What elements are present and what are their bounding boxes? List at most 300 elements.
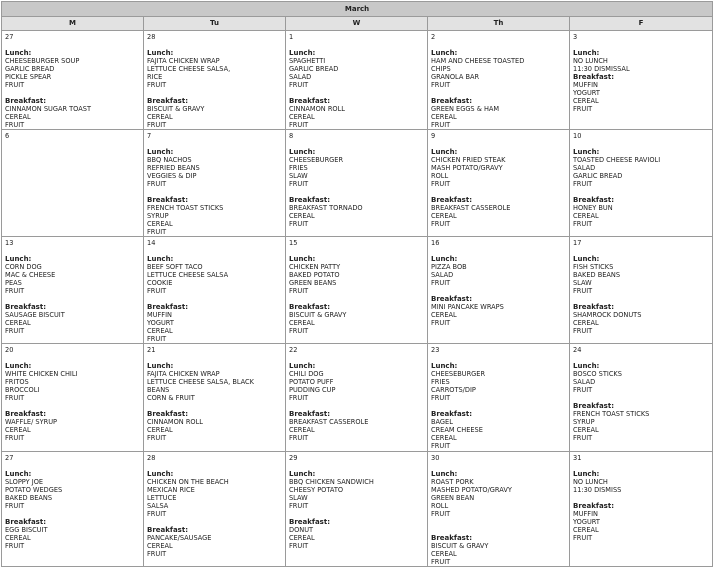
day-header-wednesday: W <box>286 17 428 31</box>
lunch-item: FRUIT <box>573 287 593 295</box>
breakfast-item: CEREAL <box>289 426 315 434</box>
breakfast-item: CEREAL <box>573 319 599 327</box>
breakfast-item: CEREAL <box>289 113 315 121</box>
lunch-item: BAKED BEANS <box>5 494 53 502</box>
breakfast-item: FRUIT <box>573 534 593 542</box>
breakfast-item: CEREAL <box>289 534 315 542</box>
lunch-item: MEXICAN RICE <box>147 486 195 494</box>
lunch-item: REFRIED BEANS <box>147 164 200 172</box>
section-spacer <box>147 518 282 526</box>
breakfast-item: FRUIT <box>289 121 309 129</box>
section-spacer <box>431 287 566 295</box>
lunch-item: FAJITA CHICKEN WRAP <box>147 57 220 65</box>
lunch-item: SALSA <box>147 502 169 510</box>
day-number: 28 <box>147 33 156 41</box>
lunch-item: CORN & FRUIT <box>147 394 195 402</box>
lunch-item: GREEN BEANS <box>289 279 337 287</box>
day-number: 3 <box>573 33 578 41</box>
breakfast-item: FRUIT <box>147 335 167 343</box>
section-spacer <box>431 518 566 526</box>
breakfast-item: BISCUIT & GRAVY <box>431 542 489 550</box>
day-cell <box>286 31 428 130</box>
lunch-item: FRUIT <box>573 386 593 394</box>
lunch-item: FRUIT <box>5 394 25 402</box>
day-cell <box>570 452 713 567</box>
lunch-label: Lunch: <box>147 362 174 370</box>
day-cell <box>428 130 570 237</box>
breakfast-item: CEREAL <box>147 327 173 335</box>
day-cell <box>2 130 144 237</box>
lunch-item: GARLIC BREAD <box>289 65 339 73</box>
breakfast-item: MINI PANCAKE WRAPS <box>431 303 504 311</box>
lunch-item: POTATO PUFF <box>289 378 334 386</box>
breakfast-label: Breakfast: <box>5 410 46 418</box>
day-number: 27 <box>5 454 14 462</box>
breakfast-item: DONUT <box>289 526 314 534</box>
lunch-item: CHEESY POTATO <box>289 486 344 494</box>
day-cell <box>570 344 713 452</box>
breakfast-item: FRUIT <box>289 220 309 228</box>
menu-calendar <box>1 1 713 567</box>
day-number: 30 <box>431 454 440 462</box>
section-spacer <box>431 526 566 534</box>
lunch-item: SALAD <box>573 378 596 386</box>
lunch-item: HAM AND CHEESE TOASTED <box>431 57 525 65</box>
breakfast-item: CEREAL <box>5 534 31 542</box>
breakfast-item: HONEY BUN <box>573 204 613 212</box>
breakfast-label: Breakfast: <box>289 97 330 105</box>
lunch-item: 11:30 DISMISSAL <box>573 65 630 73</box>
lunch-item: PIZZA BOB <box>431 263 467 271</box>
breakfast-item: BISCUIT & GRAVY <box>147 105 205 113</box>
breakfast-item: SHAMROCK DONUTS <box>573 311 642 319</box>
section-spacer <box>573 394 709 402</box>
breakfast-item: FRUIT <box>431 220 451 228</box>
breakfast-item: CEREAL <box>5 113 31 121</box>
lunch-item: FRUIT <box>289 287 309 295</box>
lunch-item: 11:30 DISMISS <box>573 486 622 494</box>
lunch-label: Lunch: <box>573 362 600 370</box>
lunch-item: CHICKEN ON THE BEACH <box>147 478 229 486</box>
breakfast-label: Breakfast: <box>5 303 46 311</box>
lunch-item: MAC & CHEESE <box>5 271 56 279</box>
breakfast-item: CEREAL <box>5 319 31 327</box>
breakfast-label: Breakfast: <box>147 526 188 534</box>
breakfast-label: Breakfast: <box>289 303 330 311</box>
breakfast-label: Breakfast: <box>431 295 472 303</box>
section-spacer <box>431 89 566 97</box>
breakfast-item: YOGURT <box>147 319 174 327</box>
breakfast-item: CEREAL <box>573 97 599 105</box>
breakfast-item: WAFFLE/ SYRUP <box>5 418 58 426</box>
lunch-label: Lunch: <box>289 148 316 156</box>
breakfast-item: FRUIT <box>573 327 593 335</box>
breakfast-item: YOGURT <box>573 89 600 97</box>
section-spacer <box>289 295 424 303</box>
breakfast-item: CEREAL <box>147 220 173 228</box>
lunch-label: Lunch: <box>289 470 316 478</box>
week-row <box>2 344 713 452</box>
lunch-label: Lunch: <box>431 148 458 156</box>
breakfast-label: Breakfast: <box>147 303 188 311</box>
lunch-item: NO LUNCH <box>573 57 608 65</box>
breakfast-item: FRUIT <box>573 105 593 113</box>
lunch-item: PUDDING CUP <box>289 386 336 394</box>
day-number: 16 <box>431 239 440 247</box>
section-spacer <box>147 188 282 196</box>
lunch-item: BAKED BEANS <box>573 271 621 279</box>
lunch-item: FRUIT <box>431 394 451 402</box>
lunch-label: Lunch: <box>147 255 174 263</box>
lunch-label: Lunch: <box>289 49 316 57</box>
section-spacer <box>289 188 424 196</box>
lunch-label: Lunch: <box>431 362 458 370</box>
day-number: 22 <box>289 346 298 354</box>
lunch-item: SALAD <box>289 73 312 81</box>
breakfast-item: CINNAMON ROLL <box>289 105 345 113</box>
week-row <box>2 452 713 567</box>
breakfast-item: CINNAMON ROLL <box>147 418 203 426</box>
lunch-item: SLAW <box>289 172 308 180</box>
lunch-item: RICE <box>147 73 163 81</box>
lunch-item: BOSCO STICKS <box>573 370 622 378</box>
day-number: 23 <box>431 346 440 354</box>
breakfast-item: FRUIT <box>5 327 25 335</box>
breakfast-label: Breakfast: <box>147 97 188 105</box>
lunch-item: FRUIT <box>573 180 593 188</box>
breakfast-item: CEREAL <box>431 113 457 121</box>
lunch-item: COOKIE <box>147 279 173 287</box>
day-cell <box>144 237 286 344</box>
lunch-label: Lunch: <box>573 148 600 156</box>
breakfast-label: Breakfast: <box>573 196 614 204</box>
lunch-item: SPAGHETTI <box>289 57 326 65</box>
section-spacer <box>573 295 709 303</box>
day-cell <box>428 31 570 130</box>
lunch-label: Lunch: <box>289 362 316 370</box>
day-number: 2 <box>431 33 436 41</box>
lunch-item: FRUIT <box>289 502 309 510</box>
lunch-item: FRUIT <box>431 180 451 188</box>
lunch-label: Lunch: <box>5 362 32 370</box>
lunch-item: FISH STICKS <box>573 263 614 271</box>
lunch-item: MASHED POTATO/GRAVY <box>431 486 512 494</box>
week-row <box>2 130 713 237</box>
lunch-item: FRUIT <box>5 287 25 295</box>
section-spacer <box>289 510 424 518</box>
lunch-item: SLAW <box>573 279 592 287</box>
day-cell <box>286 344 428 452</box>
breakfast-label: Breakfast: <box>5 518 46 526</box>
section-spacer <box>5 89 140 97</box>
breakfast-item: MUFFIN <box>147 311 172 319</box>
day-cell <box>428 452 570 567</box>
lunch-item: ROLL <box>431 502 449 510</box>
day-number: 17 <box>573 239 582 247</box>
lunch-label: Lunch: <box>5 470 32 478</box>
breakfast-item: CEREAL <box>5 426 31 434</box>
breakfast-item: BREAKFAST CASSEROLE <box>289 418 369 426</box>
breakfast-item: FRUIT <box>147 121 167 129</box>
lunch-item: FRUIT <box>289 180 309 188</box>
day-number: 31 <box>573 454 582 462</box>
day-number: 10 <box>573 132 582 140</box>
breakfast-item: MUFFIN <box>573 510 598 518</box>
lunch-item: GREEN BEAN <box>431 494 475 502</box>
day-cell <box>570 130 713 237</box>
breakfast-item: FRUIT <box>289 434 309 442</box>
lunch-item: LETTUCE CHEESE SALSA <box>147 271 229 279</box>
lunch-item: BBQ NACHOS <box>147 156 192 164</box>
lunch-label: Lunch: <box>147 470 174 478</box>
breakfast-item: CEREAL <box>289 212 315 220</box>
lunch-item: FRUIT <box>431 510 451 518</box>
breakfast-item: FRUIT <box>147 550 167 558</box>
day-number: 13 <box>5 239 14 247</box>
lunch-label: Lunch: <box>5 49 32 57</box>
section-spacer <box>431 188 566 196</box>
lunch-item: ROAST PORK <box>431 478 474 486</box>
breakfast-label: Breakfast: <box>147 410 188 418</box>
lunch-item: BAKED POTATO <box>289 271 340 279</box>
week-row <box>2 31 713 130</box>
day-number: 6 <box>5 132 10 140</box>
breakfast-item: MUFFIN <box>573 81 598 89</box>
day-cell <box>570 237 713 344</box>
lunch-item: SLOPPY JOE <box>5 478 44 486</box>
lunch-label: Lunch: <box>147 148 174 156</box>
breakfast-item: FRUIT <box>431 558 451 566</box>
day-cell <box>144 452 286 567</box>
day-header-thursday: Th <box>428 17 570 31</box>
lunch-item: CHICKEN PATTY <box>289 263 341 271</box>
lunch-item: FRUIT <box>289 394 309 402</box>
lunch-item: CHICKEN FRIED STEAK <box>431 156 506 164</box>
breakfast-item: CEREAL <box>431 212 457 220</box>
lunch-item: POTATO WEDGES <box>5 486 63 494</box>
breakfast-label: Breakfast: <box>573 502 614 510</box>
day-cell <box>428 237 570 344</box>
breakfast-item: FRUIT <box>5 434 25 442</box>
day-number: 8 <box>289 132 294 140</box>
day-header-row <box>2 17 713 31</box>
lunch-item: CARROTS/DIP <box>431 386 476 394</box>
section-spacer <box>147 295 282 303</box>
breakfast-label: Breakfast: <box>147 196 188 204</box>
breakfast-item: CEREAL <box>147 113 173 121</box>
breakfast-item: SYRUP <box>573 418 595 426</box>
day-number: 1 <box>289 33 294 41</box>
breakfast-item: GREEN EGGS & HAM <box>431 105 500 113</box>
lunch-label: Lunch: <box>289 255 316 263</box>
breakfast-item: CEREAL <box>147 542 173 550</box>
breakfast-item: FRUIT <box>431 442 451 450</box>
lunch-item: FRUIT <box>147 510 167 518</box>
lunch-item: FRUIT <box>147 287 167 295</box>
day-cell <box>144 130 286 237</box>
day-cell <box>428 344 570 452</box>
breakfast-item: PANCAKE/SAUSAGE <box>147 534 212 542</box>
lunch-item: SLAW <box>289 494 308 502</box>
lunch-item: FRUIT <box>147 180 167 188</box>
breakfast-item: FRENCH TOAST STICKS <box>573 410 650 418</box>
lunch-item: FRIES <box>289 164 308 172</box>
lunch-item: CORN DOG <box>5 263 42 271</box>
lunch-item: BROCCOLI <box>5 386 40 394</box>
breakfast-item: FRUIT <box>147 434 167 442</box>
breakfast-item: FRUIT <box>573 434 593 442</box>
lunch-item: LETTUCE CHEESE SALSA, <box>147 65 231 73</box>
lunch-item: PICKLE SPEAR <box>5 73 52 81</box>
day-cell <box>2 31 144 130</box>
breakfast-item: CEREAL <box>147 426 173 434</box>
breakfast-label: Breakfast: <box>431 534 472 542</box>
lunch-item: GARLIC BREAD <box>5 65 55 73</box>
day-number: 7 <box>147 132 152 140</box>
breakfast-item: SYRUP <box>147 212 169 220</box>
lunch-item: MASH POTATO/GRAVY <box>431 164 503 172</box>
lunch-label: Lunch: <box>573 255 600 263</box>
breakfast-item: CEREAL <box>573 526 599 534</box>
section-spacer <box>147 89 282 97</box>
breakfast-item: FRUIT <box>5 121 25 129</box>
day-cell <box>144 31 286 130</box>
day-cell <box>2 452 144 567</box>
section-spacer <box>5 295 140 303</box>
breakfast-item: SAUSAGE BISCUIT <box>5 311 65 319</box>
lunch-item: FRUIT <box>5 502 25 510</box>
breakfast-label: Breakfast: <box>573 73 614 81</box>
breakfast-item: BAGEL <box>431 418 453 426</box>
day-cell <box>144 344 286 452</box>
lunch-item: LETTUCE <box>147 494 177 502</box>
lunch-label: Lunch: <box>573 49 600 57</box>
month-title: March <box>2 2 713 17</box>
section-spacer <box>431 402 566 410</box>
lunch-label: Lunch: <box>5 255 32 263</box>
breakfast-item: CINNAMON SUGAR TOAST <box>5 105 91 113</box>
day-number: 29 <box>289 454 298 462</box>
lunch-item: CHIPS <box>431 65 451 73</box>
day-number: 14 <box>147 239 156 247</box>
lunch-item: BBQ CHICKEN SANDWICH <box>289 478 374 486</box>
lunch-item: LETTUCE CHEESE SALSA, BLACK <box>147 378 254 386</box>
breakfast-item: FRUIT <box>147 228 167 236</box>
day-cell <box>2 344 144 452</box>
lunch-item: FRUIT <box>5 81 25 89</box>
lunch-item: SALAD <box>431 271 454 279</box>
lunch-item: FRUIT <box>431 279 451 287</box>
day-header-monday: M <box>2 17 144 31</box>
breakfast-label: Breakfast: <box>573 402 614 410</box>
lunch-label: Lunch: <box>573 470 600 478</box>
day-cell <box>286 237 428 344</box>
breakfast-label: Breakfast: <box>289 196 330 204</box>
day-number: 27 <box>5 33 14 41</box>
breakfast-item: CEREAL <box>573 212 599 220</box>
breakfast-item: FRENCH TOAST STICKS <box>147 204 224 212</box>
section-spacer <box>289 89 424 97</box>
lunch-label: Lunch: <box>431 255 458 263</box>
lunch-label: Lunch: <box>147 49 174 57</box>
section-spacer <box>147 402 282 410</box>
breakfast-label: Breakfast: <box>5 97 46 105</box>
day-number: 21 <box>147 346 156 354</box>
day-number: 9 <box>431 132 436 140</box>
breakfast-item: EGG BISCUIT <box>5 526 48 534</box>
day-number: 20 <box>5 346 14 354</box>
lunch-item: FRUIT <box>431 81 451 89</box>
lunch-item: CHEESEBURGER <box>289 156 344 164</box>
breakfast-item: FRUIT <box>431 319 451 327</box>
lunch-item: FRUIT <box>289 81 309 89</box>
lunch-label: Lunch: <box>431 49 458 57</box>
day-number: 28 <box>147 454 156 462</box>
section-spacer <box>573 188 709 196</box>
lunch-item: CHEESEBURGER SOUP <box>5 57 80 65</box>
breakfast-item: FRUIT <box>289 542 309 550</box>
breakfast-item: FRUIT <box>289 327 309 335</box>
lunch-item: CHILI DOG <box>289 370 324 378</box>
breakfast-label: Breakfast: <box>431 196 472 204</box>
lunch-item: BEEF SOFT TACO <box>147 263 203 271</box>
day-cell <box>286 130 428 237</box>
day-header-tuesday: Tu <box>144 17 286 31</box>
lunch-item: ROLL <box>431 172 449 180</box>
breakfast-label: Breakfast: <box>573 303 614 311</box>
section-spacer <box>5 510 140 518</box>
breakfast-item: BREAKFAST TORNADO <box>289 204 363 212</box>
lunch-item: TOASTED CHEESE RAVIOLI <box>573 156 661 164</box>
breakfast-item: BISCUIT & GRAVY <box>289 311 347 319</box>
lunch-item: BEANS <box>147 386 170 394</box>
breakfast-item: BREAKFAST CASSEROLE <box>431 204 511 212</box>
day-cell <box>2 237 144 344</box>
lunch-item: GARLIC BREAD <box>573 172 623 180</box>
breakfast-item: FRUIT <box>5 542 25 550</box>
lunch-item: PEAS <box>5 279 22 287</box>
breakfast-item: CEREAL <box>431 434 457 442</box>
lunch-item: CHEESEBURGER <box>431 370 486 378</box>
breakfast-label: Breakfast: <box>431 97 472 105</box>
day-cell <box>570 31 713 130</box>
week-row <box>2 237 713 344</box>
lunch-item: VEGGIES & DIP <box>147 172 197 180</box>
breakfast-item: CEREAL <box>431 550 457 558</box>
section-spacer <box>573 494 709 502</box>
breakfast-item: FRUIT <box>573 220 593 228</box>
section-spacer <box>289 402 424 410</box>
lunch-label: Lunch: <box>431 470 458 478</box>
day-header-friday: F <box>570 17 713 31</box>
lunch-item: NO LUNCH <box>573 478 608 486</box>
breakfast-item: YOGURT <box>573 518 600 526</box>
day-number: 24 <box>573 346 582 354</box>
lunch-item: SALAD <box>573 164 596 172</box>
lunch-item: FRUIT <box>147 81 167 89</box>
breakfast-label: Breakfast: <box>289 410 330 418</box>
lunch-item: FRIES <box>431 378 450 386</box>
lunch-item: WHITE CHICKEN CHILI <box>5 370 78 378</box>
breakfast-label: Breakfast: <box>431 410 472 418</box>
lunch-item: FRITOS <box>5 378 29 386</box>
breakfast-label: Breakfast: <box>289 518 330 526</box>
breakfast-item: FRUIT <box>431 121 451 129</box>
breakfast-item: CEREAL <box>431 311 457 319</box>
lunch-item: FAJITA CHICKEN WRAP <box>147 370 220 378</box>
breakfast-item: CEREAL <box>573 426 599 434</box>
breakfast-item: CREAM CHEESE <box>431 426 483 434</box>
